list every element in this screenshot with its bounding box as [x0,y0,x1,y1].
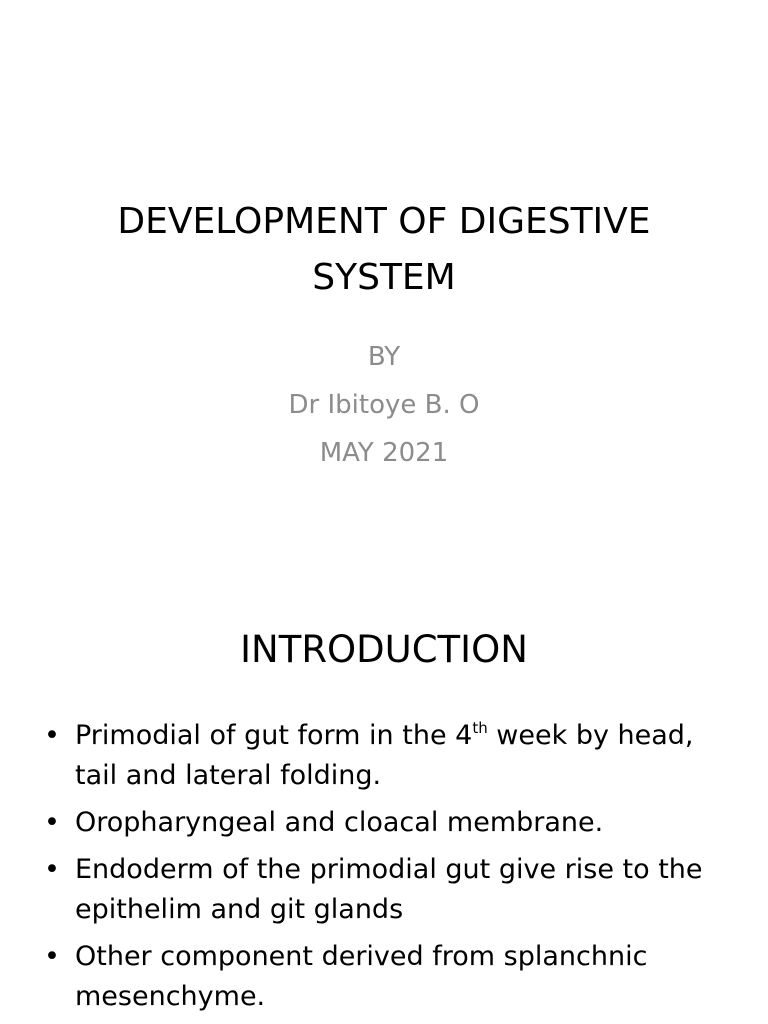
bullet-icon: • [44,720,60,751]
slide-subtitle [40,333,728,477]
bullet-item-4 [44,937,734,1017]
bullet-text: Other component derived from splanchnic mesenchyme. [75,941,648,1012]
superscript: th [472,719,488,737]
slide-title: DEVELOPMENT OF DIGESTIVE SYSTEM [117,201,651,298]
bullet-icon: • [44,941,60,972]
bullet-text: Oropharyngeal and cloacal membrane. [75,807,604,838]
subtitle-line-date: MAY 2021 [319,438,449,468]
subtitle-line-author: Dr Ibitoye B. O [288,390,480,420]
bullet-item-3 [44,850,734,930]
introduction-title: INTRODUCTION [240,628,528,671]
bullet-text: Endoderm of the primodial gut give rise to the epithelim and git glands [75,854,703,925]
bullet-list [44,716,734,1024]
bullet-text-part: week by head, tail and lateral folding. [75,720,694,791]
bullet-icon: • [44,854,60,885]
bullet-item-2 [44,803,734,843]
bullet-text-part: Primodial of gut form in the 4 [75,720,473,751]
bullet-item-1 [44,716,734,796]
subtitle-line-by: BY [367,342,401,372]
bullet-icon: • [44,807,60,838]
